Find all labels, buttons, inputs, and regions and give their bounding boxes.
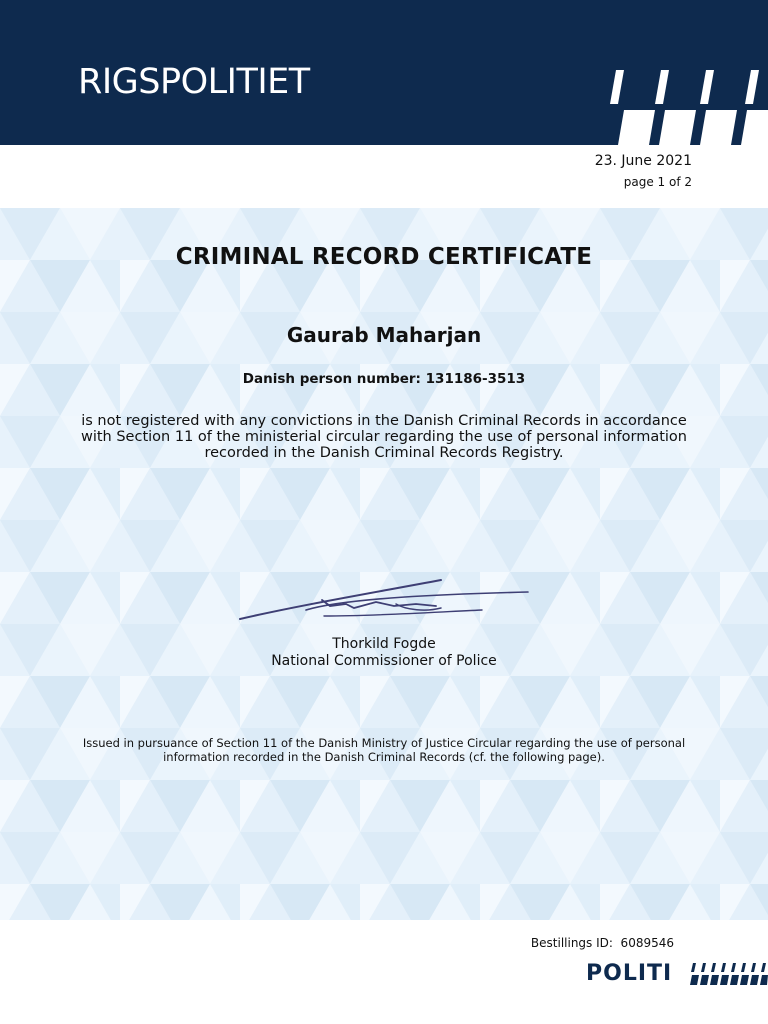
order-id: Bestillings ID: 6089546: [530, 936, 674, 950]
security-background-pattern: [0, 208, 768, 920]
issue-date: 23. June 2021: [594, 153, 692, 169]
document-meta: [595, 152, 692, 190]
signatory-role: National Commissioner of Police: [271, 653, 497, 669]
issued-note: Issued in pursuance of Section 11 of the Danish Ministry of Justice Circular regarding the use of personal information recorded in the Danish Criminal Records (cf. the following page).: [82, 736, 686, 764]
police-stripes-icon: [600, 64, 768, 145]
page-indicator: page 1 of 2: [623, 175, 692, 189]
politi-logo-text: POLITI: [586, 961, 673, 986]
organisation-title: RIGSPOLITIET: [78, 62, 310, 102]
holder-name: Gaurab Maharjan: [286, 323, 482, 347]
person-number: Danish person number: 131186-3513: [242, 371, 526, 387]
triangle-pattern: [0, 208, 768, 920]
signatory-name: Thorkild Fogde: [332, 636, 436, 652]
certificate-statement: is not registered with any convictions in the Danish Criminal Records in accordance with Section 11 of the ministerial circular regarding the use of personal information recorded in the Danish Criminal Records Registry.: [80, 413, 687, 461]
logo-stripes-icon: [690, 963, 768, 985]
signatory-block: [0, 636, 768, 670]
handwritten-signature: [236, 576, 536, 636]
header-banner: [0, 0, 768, 145]
certificate-title: CRIMINAL RECORD CERTIFICATE: [175, 244, 593, 270]
